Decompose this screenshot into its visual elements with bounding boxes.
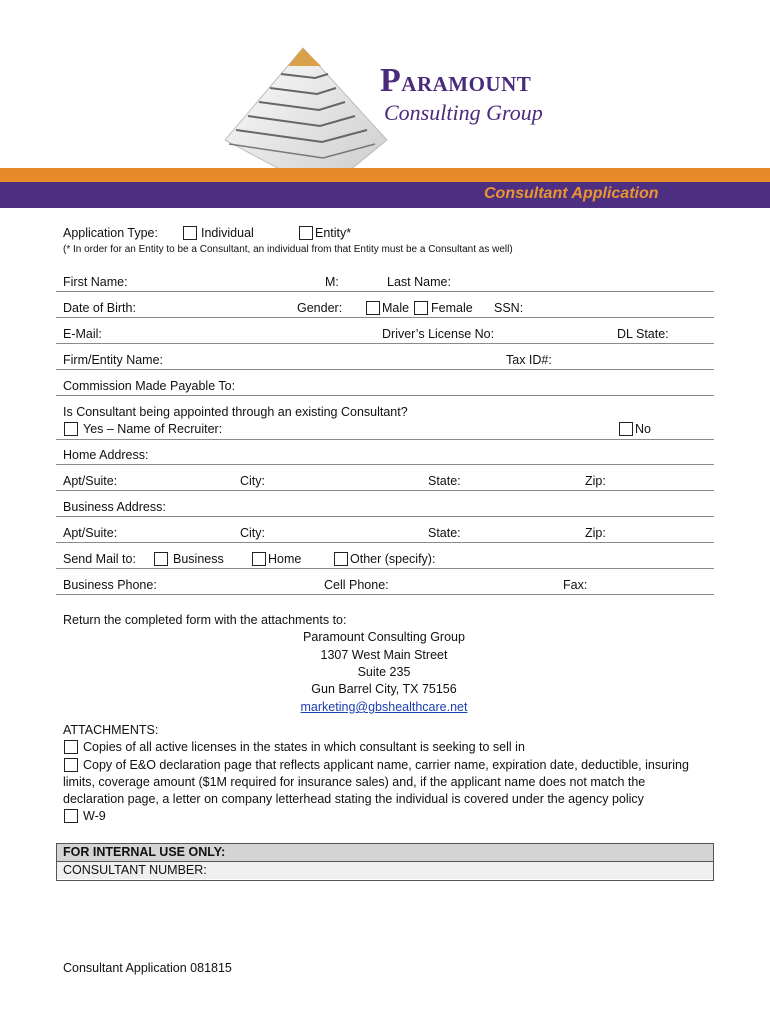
firm-field-line[interactable]	[56, 369, 714, 370]
w9-checkbox[interactable]	[64, 809, 78, 823]
city-label: City:	[240, 474, 265, 488]
footer-form-code: Consultant Application 081815	[63, 961, 232, 975]
eo-declaration-item-cont: limits, coverage amount ($1M required for insurance sales) and, if the applicant name does not match the	[63, 775, 646, 789]
yes-recruiter-checkbox[interactable]	[64, 422, 78, 436]
ssn-label: SSN:	[494, 301, 524, 315]
gender-label: Gender:	[297, 301, 343, 315]
entity-note: (* In order for an Entity to be a Consultant, an individual from that Entity must be a Consultant as well)	[63, 244, 513, 255]
individual-checkbox[interactable]	[183, 226, 197, 240]
drivers-license-label: Driver’s License No:	[382, 327, 495, 341]
business-city-line[interactable]	[56, 542, 714, 543]
send-mail-label: Send Mail to:	[63, 552, 136, 566]
return-city: Gun Barrel City, TX 75156	[311, 682, 457, 696]
mail-home-label: Home	[268, 552, 302, 566]
name-field-line[interactable]	[56, 291, 714, 292]
individual-label: Individual	[201, 226, 254, 240]
city-label: City:	[240, 526, 265, 540]
home-city-line[interactable]	[56, 490, 714, 491]
mail-other-checkbox[interactable]	[334, 552, 348, 566]
no-label: No	[635, 422, 651, 436]
cell-phone-label: Cell Phone:	[324, 578, 389, 592]
business-address-line[interactable]	[56, 516, 714, 517]
dl-state-label: DL State:	[617, 327, 669, 341]
internal-use-heading: FOR INTERNAL USE ONLY:	[57, 844, 713, 862]
return-company: Paramount Consulting Group	[303, 630, 465, 644]
mail-other-label: Other (specify):	[350, 552, 436, 566]
apt-suite-label: Apt/Suite:	[63, 474, 118, 488]
state-label: State:	[428, 474, 461, 488]
licenses-item: Copies of all active licenses in the states in which consultant is seeking to sell in	[83, 740, 525, 754]
first-name-label: First Name:	[63, 275, 128, 289]
last-name-label: Last Name:	[387, 275, 451, 289]
w9-item: W-9	[83, 809, 106, 823]
zip-label: Zip:	[585, 526, 606, 540]
commission-field-line[interactable]	[56, 395, 714, 396]
eo-declaration-item-cont: declaration page, a letter on company letterhead stating the individual is covered under the agency policy	[63, 792, 644, 806]
brand-tagline: Consulting Group	[384, 100, 543, 125]
existing-consultant-question: Is Consultant being appointed through an existing Consultant?	[63, 405, 408, 419]
home-address-label: Home Address:	[63, 448, 149, 462]
home-address-line[interactable]	[56, 464, 714, 465]
mail-home-checkbox[interactable]	[252, 552, 266, 566]
mail-business-label: Business	[173, 552, 224, 566]
commission-label: Commission Made Payable To:	[63, 379, 236, 393]
state-label: State:	[428, 526, 461, 540]
send-mail-line[interactable]	[56, 568, 714, 569]
consultant-number-field[interactable]: CONSULTANT NUMBER:	[57, 862, 713, 879]
business-address-label: Business Address:	[63, 500, 166, 514]
mail-business-checkbox[interactable]	[154, 552, 168, 566]
email-label: E-Mail:	[63, 327, 102, 341]
zip-label: Zip:	[585, 474, 606, 488]
licenses-checkbox[interactable]	[64, 740, 78, 754]
brand-name: PARAMOUNT	[380, 62, 532, 99]
tax-id-label: Tax ID#:	[506, 353, 552, 367]
return-intro: Return the completed form with the attachments to:	[63, 613, 347, 627]
female-label: Female	[431, 301, 473, 315]
firm-name-label: Firm/Entity Name:	[63, 353, 164, 367]
email-field-line[interactable]	[56, 343, 714, 344]
attachments-heading: ATTACHMENTS:	[63, 723, 159, 737]
return-email[interactable]: marketing@gbshealthcare.net	[300, 700, 468, 714]
return-suite: Suite 235	[357, 665, 411, 679]
page-title: Consultant Application	[484, 185, 659, 202]
dob-field-line[interactable]	[56, 317, 714, 318]
internal-use-box	[56, 843, 714, 881]
dob-label: Date of Birth:	[63, 301, 136, 315]
business-phone-label: Business Phone:	[63, 578, 157, 592]
return-email-link[interactable]	[234, 700, 534, 715]
male-checkbox[interactable]	[366, 301, 380, 315]
recruiter-field-line[interactable]	[56, 439, 714, 440]
apt-suite-label: Apt/Suite:	[63, 526, 118, 540]
fax-label: Fax:	[563, 578, 588, 592]
eo-declaration-item: Copy of E&O declaration page that reflects applicant name, carrier name, expiration date, deductible, insuring	[83, 758, 689, 772]
orange-stripe	[0, 168, 770, 182]
entity-label: Entity*	[315, 226, 352, 240]
application-type-label: Application Type:	[63, 226, 158, 240]
phone-field-line[interactable]	[56, 594, 714, 595]
eo-declaration-checkbox[interactable]	[64, 758, 78, 772]
male-label: Male	[382, 301, 410, 315]
entity-checkbox[interactable]	[299, 226, 313, 240]
yes-recruiter-label: Yes – Name of Recruiter:	[83, 422, 223, 436]
no-checkbox[interactable]	[619, 422, 633, 436]
return-street: 1307 West Main Street	[320, 648, 448, 662]
female-checkbox[interactable]	[414, 301, 428, 315]
middle-initial-label: M:	[325, 275, 339, 289]
